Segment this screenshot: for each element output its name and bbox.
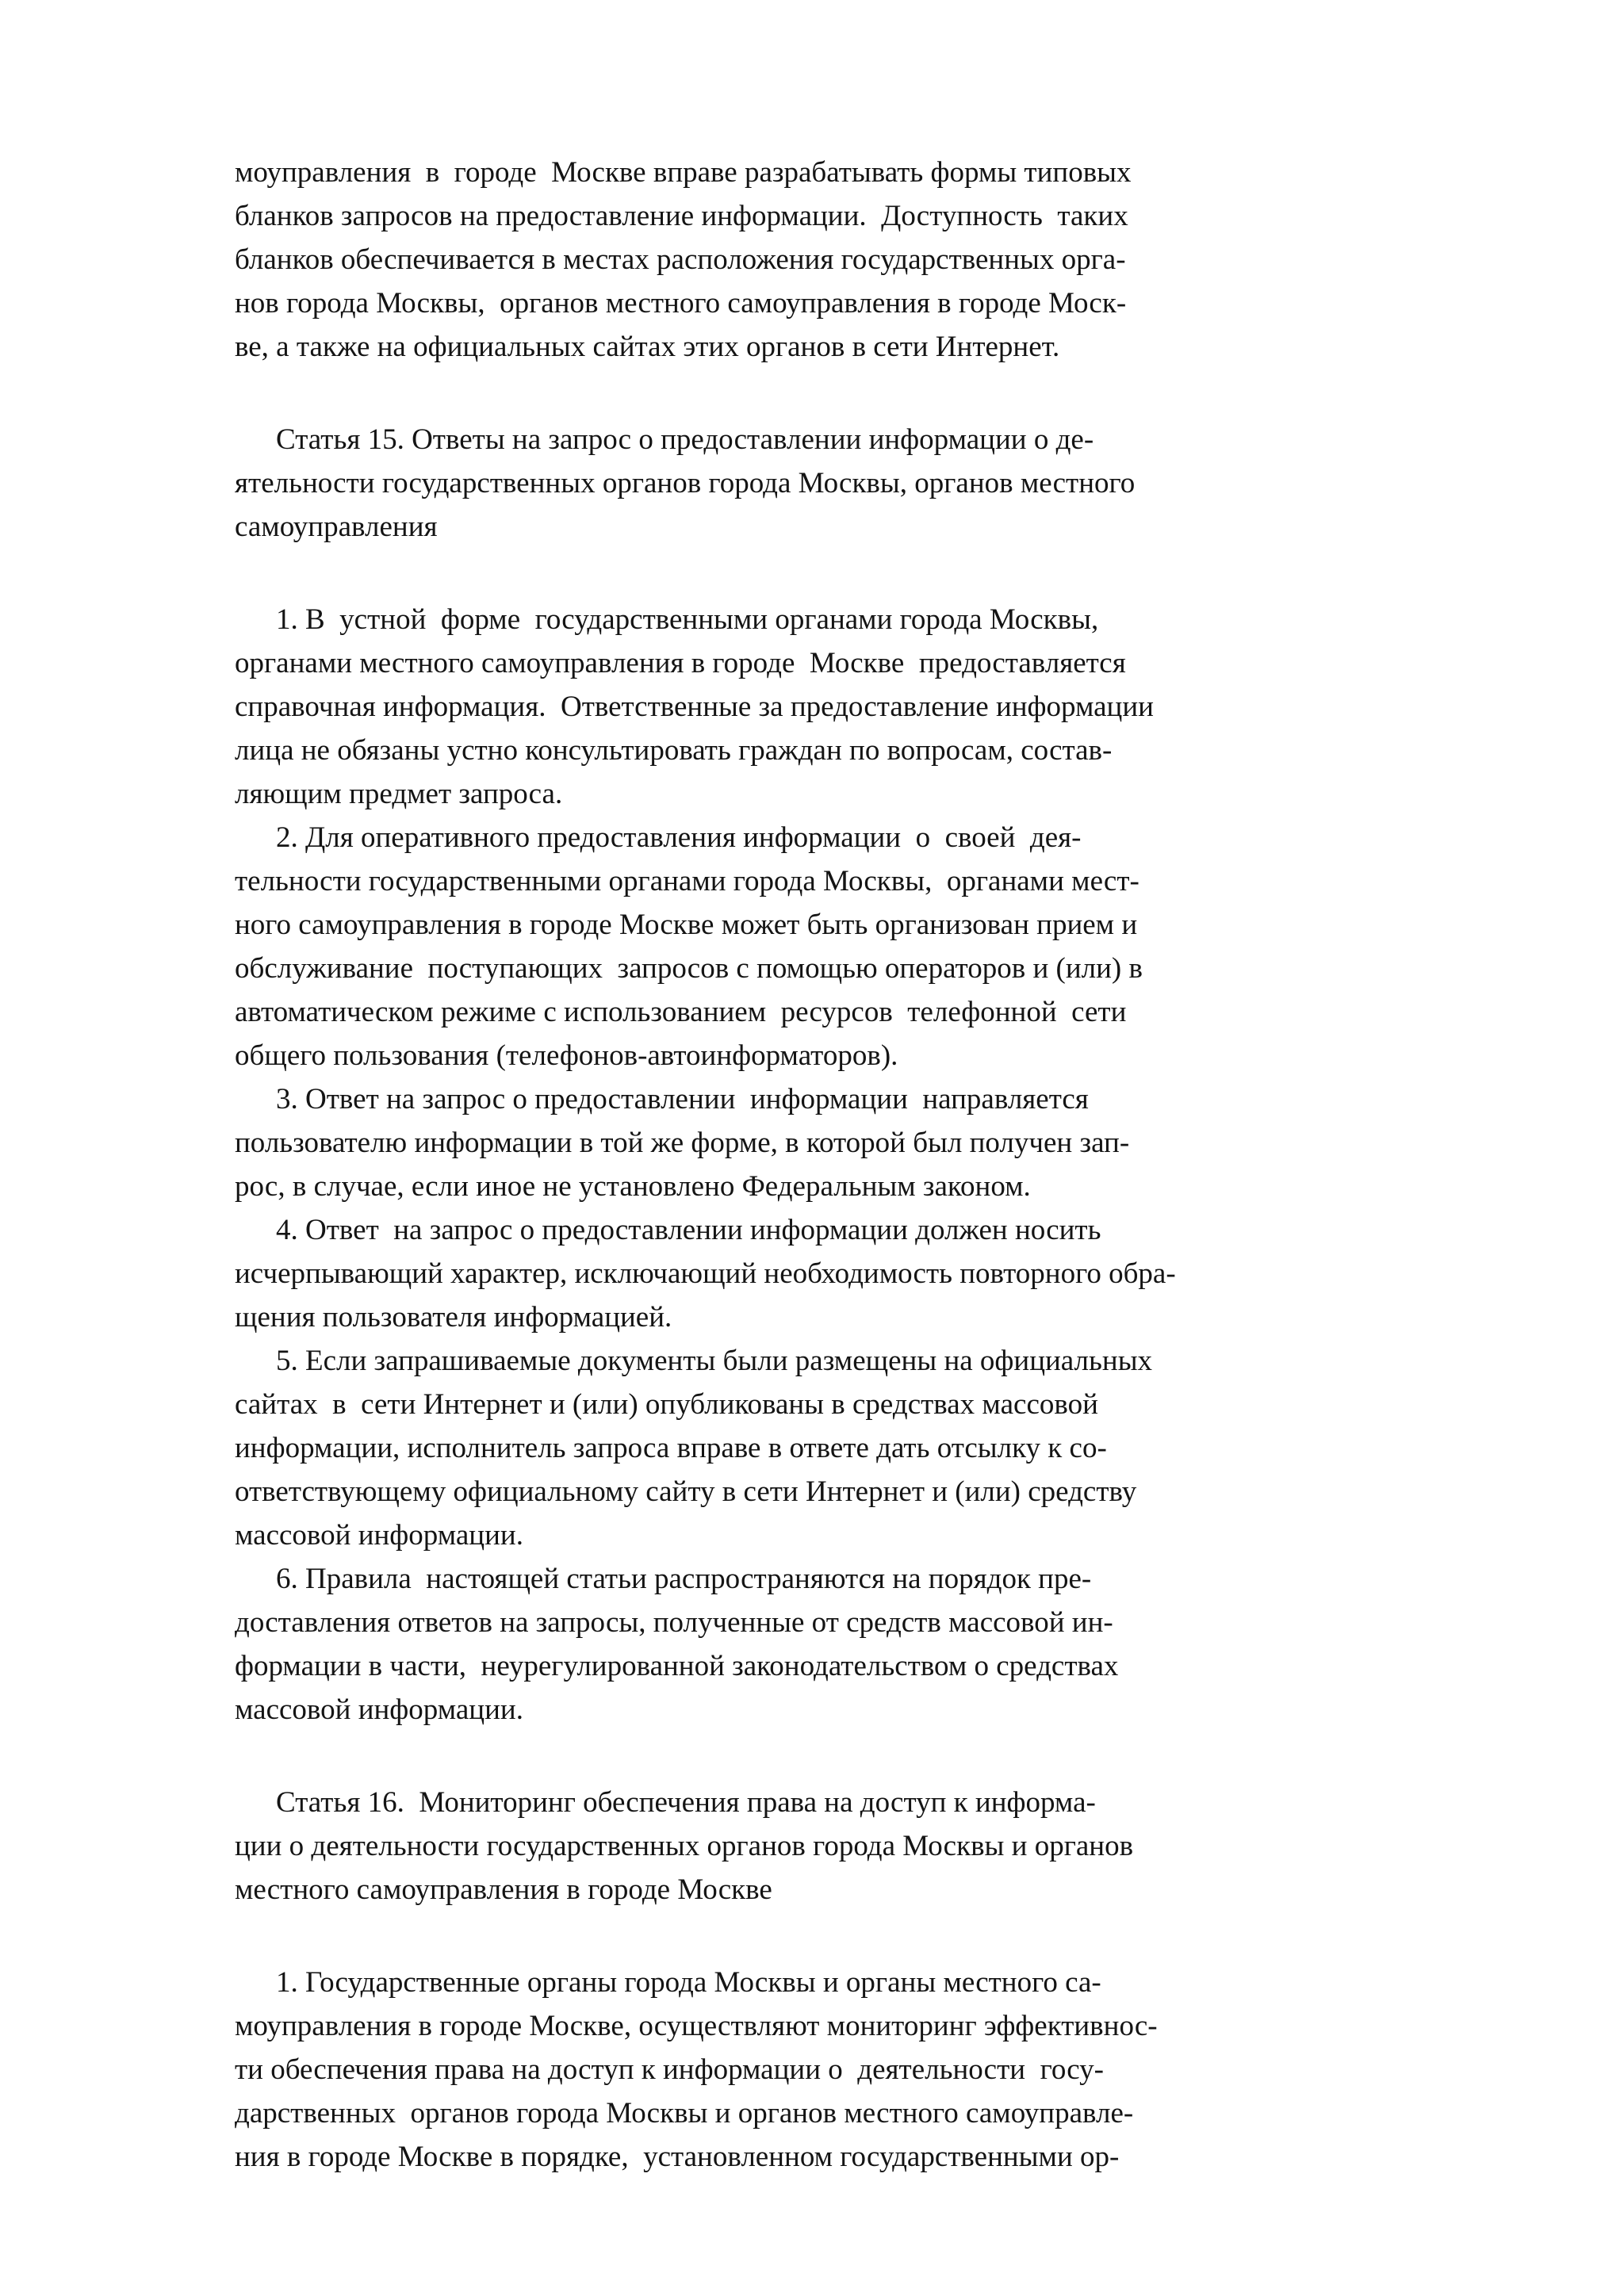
article-15-item-5 (235, 1339, 1281, 1557)
article-15-item-4 (235, 1208, 1281, 1339)
text-line: 6. Правила настоящей статьи распространяются на порядок пре- (276, 1563, 1092, 1595)
text-line: общего пользования (телефонов-автоинформаторов). (235, 1039, 898, 1072)
text-line: рос, в случае, если иное не установлено Федеральным законом. (235, 1170, 1031, 1203)
article-15-item-6 (235, 1557, 1281, 1732)
text-line: информации, исполнитель запроса вправе в ответе дать отсылку к со- (235, 1432, 1107, 1464)
text-line: ляющим предмет запроса. (235, 778, 563, 810)
text-line: обслуживание поступающих запросов с помощью операторов и (или) в (235, 952, 1143, 985)
text-line: 1. В устной форме государственными органами города Москвы, (276, 603, 1099, 636)
text-line: дарственных органов города Москвы и органов местного самоуправле- (235, 2097, 1134, 2130)
text-line: 4. Ответ на запрос о предоставлении информации должен носить (276, 1214, 1101, 1246)
heading-line: Статья 16. Мониторинг обеспечения права на доступ к информа- (276, 1786, 1096, 1819)
article-15-heading (235, 418, 1281, 549)
document-page (235, 151, 1281, 2179)
heading-line: Статья 15. Ответы на запрос о предоставлении информации о де- (276, 423, 1094, 456)
article-16-heading (235, 1781, 1281, 1911)
heading-line: ции о деятельности государственных органов города Москвы и органов (235, 1830, 1134, 1862)
text-line: 1. Государственные органы города Москвы и органы местного са- (276, 1966, 1101, 1999)
spacer (235, 369, 1281, 418)
text-line: 2. Для оперативного предоставления информации о своей дея- (276, 821, 1082, 854)
article-16-item-1 (235, 1961, 1281, 2179)
text-line: бланков запросов на предоставление информации. Доступность таких (235, 200, 1128, 232)
text-line: моуправления в городе Москве, осуществляют мониторинг эффективнос- (235, 2010, 1158, 2042)
text-line: ве, а также на официальных сайтах этих органов в сети Интернет. (235, 331, 1060, 363)
spacer (235, 549, 1281, 598)
spacer (235, 1911, 1281, 1961)
text-line: щения пользователя информацией. (235, 1301, 672, 1334)
spacer (235, 1732, 1281, 1781)
text-line: ти обеспечения права на доступ к информации о деятельности госу- (235, 2053, 1104, 2086)
article-15-item-3 (235, 1077, 1281, 1208)
heading-line: ятельности государственных органов города Москвы, органов местного (235, 467, 1136, 499)
text-line: ответствующему официальному сайту в сети Интернет и (или) средству (235, 1475, 1137, 1508)
text-line: тельности государственными органами города Москвы, органами мест- (235, 865, 1139, 897)
text-line: справочная информация. Ответственные за предоставление информации (235, 691, 1154, 723)
paragraph-continuation (235, 151, 1281, 369)
text-line: доставления ответов на запросы, полученные от средств массовой ин- (235, 1606, 1113, 1639)
text-line: ного самоуправления в городе Москве может быть организован прием и (235, 909, 1138, 941)
text-line: лица не обязаны устно консультировать граждан по вопросам, состав- (235, 734, 1113, 767)
text-line: 3. Ответ на запрос о предоставлении информации направляется (276, 1083, 1089, 1115)
heading-line: местного самоуправления в городе Москве (235, 1873, 772, 1906)
text-line: 5. Если запрашиваемые документы были размещены на официальных (276, 1345, 1153, 1377)
text-line: бланков обеспечивается в местах расположения государственных орга- (235, 243, 1126, 276)
text-line: сайтах в сети Интернет и (или) опубликованы в средствах массовой (235, 1388, 1098, 1421)
text-line: массовой информации. (235, 1519, 523, 1552)
heading-line: самоуправления (235, 511, 438, 543)
text-line: массовой информации. (235, 1693, 523, 1726)
text-line: органами местного самоуправления в городе Москве предоставляется (235, 647, 1126, 679)
text-line: нов города Москвы, органов местного самоуправления в городе Моск- (235, 287, 1127, 320)
text-line: ния в городе Москве в порядке, установленном государственными ор- (235, 2141, 1120, 2173)
article-15-item-1 (235, 598, 1281, 816)
text-line: формации в части, неурегулированной законодательством о средствах (235, 1650, 1119, 1682)
article-15-item-2 (235, 816, 1281, 1077)
text-line: исчерпывающий характер, исключающий необходимость повторного обра- (235, 1257, 1176, 1290)
text-line: пользователю информации в той же форме, в которой был получен зап- (235, 1127, 1130, 1159)
text-line: моуправления в городе Москве вправе разрабатывать формы типовых (235, 156, 1132, 189)
text-line: автоматическом режиме с использованием ресурсов телефонной сети (235, 996, 1127, 1028)
